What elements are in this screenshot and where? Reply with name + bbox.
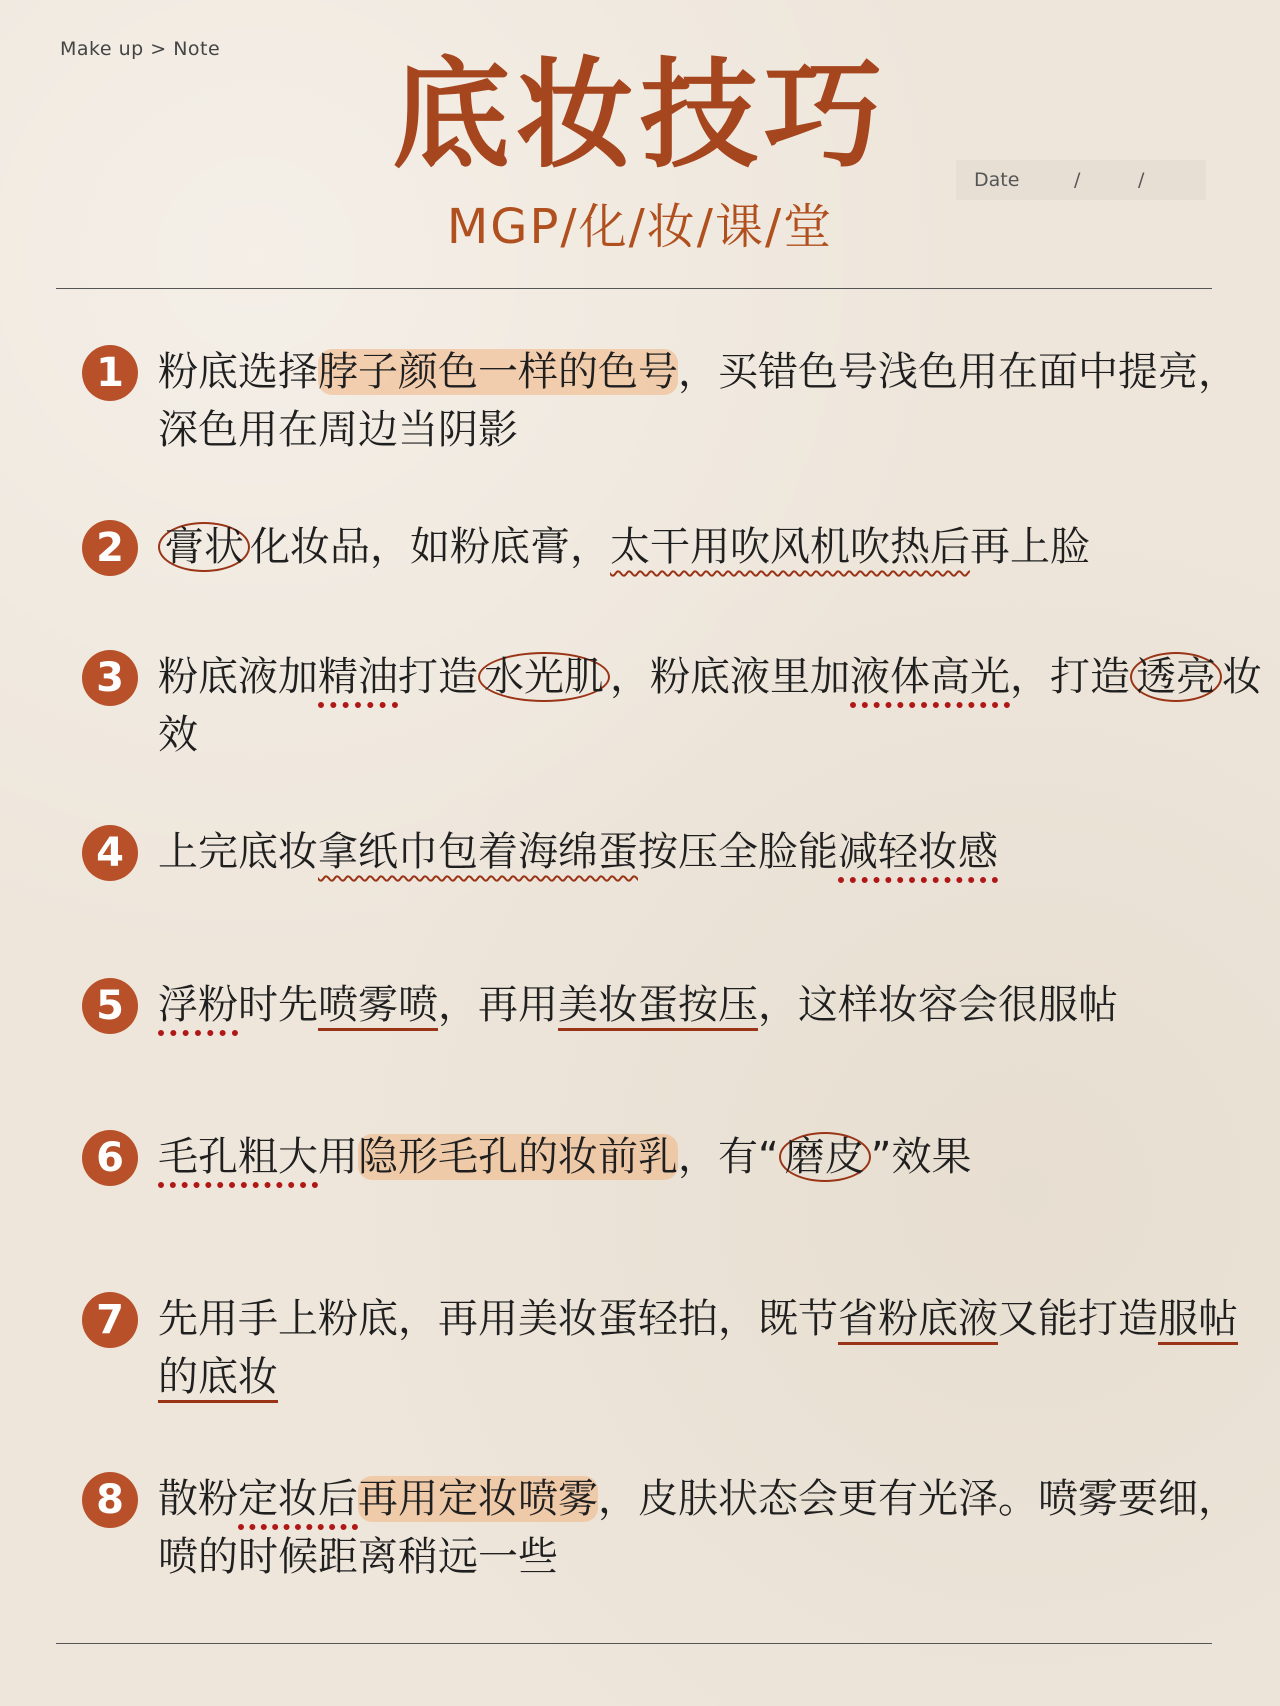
tip-emphasis-hl: 再用定妆喷雾 bbox=[358, 1476, 598, 1522]
tip-emphasis-dots: 液体高光 bbox=[850, 654, 1010, 700]
tip-emphasis-circ: 膏状 bbox=[158, 522, 250, 572]
date-separator: / bbox=[1138, 169, 1145, 191]
tip-emphasis-wave: 拿纸巾包着海绵蛋 bbox=[318, 829, 638, 875]
tip-number-badge: 2 bbox=[82, 520, 138, 576]
tip-emphasis-ul: 省粉底液 bbox=[838, 1296, 998, 1345]
tip-emphasis-circ: 磨皮 bbox=[779, 1132, 871, 1182]
tip-text bbox=[158, 1290, 1268, 1406]
tip-number-badge: 3 bbox=[82, 650, 138, 706]
tip-text-segment: 打造 bbox=[398, 654, 478, 700]
tip-text-segment: 又能打造 bbox=[998, 1296, 1158, 1342]
tip-text bbox=[158, 976, 1268, 1034]
date-separator: / bbox=[1074, 169, 1081, 191]
tip-text-segment: ，这样妆容会很服帖 bbox=[758, 982, 1118, 1028]
tip-emphasis-ul: 服帖的底妆 bbox=[158, 1296, 1238, 1403]
tip-emphasis-dots: 毛孔粗大 bbox=[158, 1134, 318, 1180]
tip-text bbox=[158, 518, 1268, 576]
tip-text-segment: 用 bbox=[318, 1134, 358, 1180]
tip-emphasis-hl: 脖子颜色一样的色号 bbox=[318, 349, 678, 395]
tip-text bbox=[158, 1128, 1268, 1186]
tip-number-badge: 5 bbox=[82, 978, 138, 1034]
tip-emphasis-dots: 浮粉 bbox=[158, 982, 238, 1028]
breadcrumb: Make up > Note bbox=[60, 38, 221, 60]
tip-text-segment: ，买错色号浅色用在面中提亮，深色用在周边当阴影 bbox=[158, 349, 1238, 453]
tip-text-segment: ”效果 bbox=[870, 1134, 972, 1180]
bottom-divider bbox=[56, 1643, 1212, 1644]
tip-text-segment: 散粉 bbox=[158, 1476, 238, 1522]
tip-number-badge: 4 bbox=[82, 825, 138, 881]
tip-text bbox=[158, 1470, 1268, 1586]
tip-emphasis-ul: 喷雾喷 bbox=[318, 982, 438, 1031]
tip-number-badge: 7 bbox=[82, 1292, 138, 1348]
date-label: Date bbox=[974, 169, 1020, 191]
tip-number-badge: 6 bbox=[82, 1130, 138, 1186]
top-divider bbox=[56, 288, 1212, 289]
tip-emphasis-circ: 水光肌 bbox=[478, 652, 610, 702]
tip-text-segment: 粉底选择 bbox=[158, 349, 318, 395]
page-title: 底妆技巧 bbox=[391, 46, 888, 184]
tip-text bbox=[158, 343, 1268, 459]
tip-emphasis-dots: 精油 bbox=[318, 654, 398, 700]
tip-text-segment: 时先 bbox=[238, 982, 318, 1028]
tip-text-segment: 妆效 bbox=[158, 654, 1262, 758]
tip-text bbox=[158, 823, 1268, 881]
tip-number-badge: 1 bbox=[82, 345, 138, 401]
date-field bbox=[956, 160, 1206, 200]
tip-text-segment: ，有“ bbox=[678, 1134, 779, 1180]
tip-text-segment: ，皮肤状态会更有光泽。喷雾要细，喷的时候距离稍远一些 bbox=[158, 1476, 1238, 1580]
tip-text-segment: ，粉底液里加 bbox=[610, 654, 850, 700]
tip-emphasis-hl: 隐形毛孔的妆前乳 bbox=[358, 1134, 678, 1180]
tip-number-badge: 8 bbox=[82, 1472, 138, 1528]
tip-text-segment: 上完底妆 bbox=[158, 829, 318, 875]
tip-text-segment: ，打造 bbox=[1010, 654, 1130, 700]
tip-emphasis-ul: 美妆蛋按压 bbox=[558, 982, 758, 1031]
tip-text-segment: 先用手上粉底，再用美妆蛋轻拍，既节 bbox=[158, 1296, 838, 1342]
tip-emphasis-dots: 定妆后 bbox=[238, 1476, 358, 1522]
page-subtitle: MGP/化/妆/课/堂 bbox=[446, 199, 834, 255]
tip-text-segment: 粉底液加 bbox=[158, 654, 318, 700]
tip-text-segment: 化妆品，如粉底膏， bbox=[250, 524, 610, 570]
tip-emphasis-circ: 透亮 bbox=[1130, 652, 1222, 702]
tip-emphasis-dots: 减轻妆感 bbox=[838, 829, 998, 875]
tip-emphasis-wave: 太干用吹风机吹热后 bbox=[610, 524, 970, 570]
tip-text-segment: 按压全脸能 bbox=[638, 829, 838, 875]
tip-text-segment: 再上脸 bbox=[970, 524, 1090, 570]
tip-text-segment: ，再用 bbox=[438, 982, 558, 1028]
tip-text bbox=[158, 648, 1268, 764]
